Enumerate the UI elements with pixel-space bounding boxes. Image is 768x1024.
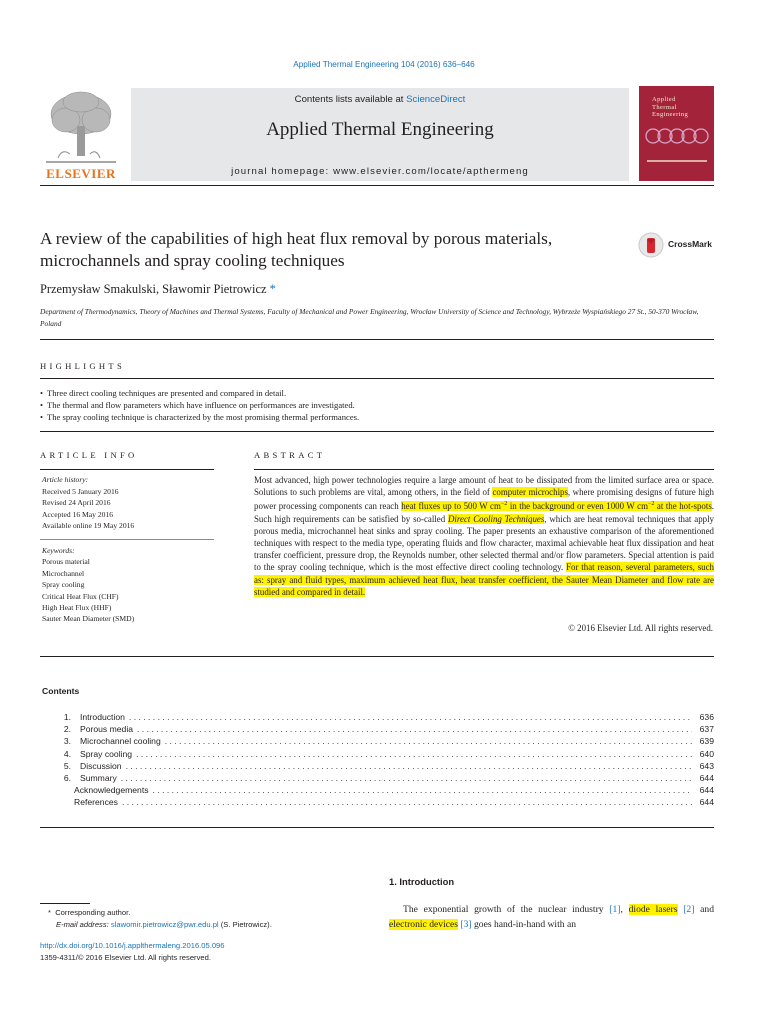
affiliation: Department of Thermodynamics, Theory of Machines and Thermal Systems, Faculty of Mechanical and Power Engineering, Wrocław University of Science and Technology, Wybrzeże Wyspiańskiego 27 St., 50-370 Wrocław, Poland: [40, 307, 699, 328]
highlights-list: [40, 387, 714, 424]
article-info-heading: ARTICLE INFO: [40, 450, 138, 460]
title-rule: [40, 339, 714, 340]
keyword-item: Sauter Mean Diameter (SMD): [42, 614, 135, 624]
reference-link[interactable]: [2]: [683, 904, 695, 915]
toc-row[interactable]: 1. Introduction . . . 636: [40, 711, 714, 723]
history-item: Revised 24 April 2016: [42, 498, 111, 508]
reference-link[interactable]: [1]: [609, 904, 621, 915]
table-of-contents: [40, 711, 714, 809]
highlights-bottom-rule: [40, 431, 714, 432]
keywords-label: Keywords:: [42, 546, 75, 555]
issn-line: 1359-4311/© 2016 Elsevier Ltd. All rights reserved.: [40, 953, 211, 962]
abstract-copyright: © 2016 Elsevier Ltd. All rights reserved.: [568, 623, 713, 633]
crossmark-label[interactable]: CrossMark: [668, 239, 712, 249]
keyword-item: Porous material: [42, 557, 90, 567]
toc-row[interactable]: 3. Microchannel cooling . . . 639: [40, 735, 714, 747]
history-label: Article history:: [42, 475, 89, 484]
user-highlight[interactable]: diode lasers: [628, 904, 678, 915]
keyword-item: Critical Heat Flux (CHF): [42, 591, 119, 601]
crossmark-icon: [638, 232, 664, 258]
journal-citation[interactable]: Applied Thermal Engineering 104 (2016) 636–646: [293, 60, 475, 69]
email-link[interactable]: slawomir.pietrowicz@pwr.edu.pl: [110, 920, 219, 929]
abstract-text[interactable]: Most advanced, high power technologies require a large amount of heat to be dissipated from the limited surface area or space. Solutions to such problems are vital, among others, in the field of computer microchips, where promising designs of future high power processing components can reach heat fluxes up to 500 W $cm^{-2}$ in the background or even 1000 W $cm^{-2}$ at the hot-spots. Such high requirements can be satisfied by so-called Direct Cooling Techniques, which are heat removal techniques that apply porous media, microchannel heat sinks and spray cooling. The paper presents an exhaustive comparison of the aforementioned techniques with respect to the media type, operating fluids and flow character, maximal achievable heat flux dissipation and heat transfer coefficient, pressure drop, the Reynolds number, other selected thermal and/or flow parameters. Special attention is paid to the spray cooling technique, which is the most effective direct cooling technology. For that reason, several parameters, such as: spray and fluid types, maximum achieved heat flux, heat transfer coefficient, the Sauter Mean Diameter and flow rate are studied and compared in detail.: [254, 475, 714, 597]
section-heading: 1. Introduction: [389, 876, 455, 887]
doi-link[interactable]: http://dx.doi.org/10.1016/j.applthermaleng.2016.05.096: [40, 941, 225, 950]
user-highlight[interactable]: electronic devices: [389, 919, 458, 930]
user-highlight[interactable]: For that reason, several parameters, such as: spray and fluid types, maximum achieved heat flux, heat transfer coefficient, the Sauter Mean Diameter and flow rate are studied and compared in detail.: [254, 562, 714, 597]
cover-divider: [647, 160, 707, 162]
header-rule: [40, 185, 714, 186]
footnote-rule: [40, 903, 90, 904]
highlights-rule: [40, 378, 714, 379]
contents-heading: Contents: [42, 686, 80, 696]
toc-row[interactable]: 2. Porous media . . . 637: [40, 723, 714, 735]
footnote: [40, 907, 370, 931]
toc-row[interactable]: 6. Summary . . . 644: [40, 772, 714, 784]
keyword-item: Spray cooling: [42, 580, 85, 590]
history-item: Received 5 January 2016: [42, 486, 119, 496]
article-history: [42, 474, 214, 532]
sciencedirect-link[interactable]: ScienceDirect: [406, 94, 466, 105]
authors: Przemysław Smakulski, Sławomir Pietrowicz *: [40, 282, 276, 296]
toc-row[interactable]: 4. Spray cooling . . . 640: [40, 748, 714, 760]
journal-homepage[interactable]: journal homepage: www.elsevier.com/locate/apthermeng: [231, 166, 529, 177]
toc-row[interactable]: 5. Discussion . . . 643: [40, 760, 714, 772]
history-item: Accepted 16 May 2016: [42, 509, 114, 519]
article-info-rule: [40, 469, 214, 470]
contents-bottom-rule: [40, 827, 714, 828]
keyword-item: High Heat Flux (HHF): [42, 603, 112, 613]
corresponding-author-mark[interactable]: *: [269, 282, 276, 296]
user-highlight[interactable]: computer microchips: [492, 487, 568, 498]
cover-pattern: [643, 124, 709, 148]
abstract-rule: [254, 469, 714, 470]
user-highlight[interactable]: heat fluxes up to 500 W $cm^{-2}$ in the background or even 1000 W $cm^{-2}$ at the hot-spots: [401, 501, 712, 512]
cover-title: Applied Thermal Engineering: [652, 96, 689, 118]
highlight-item: • The thermal and flow parameters which have influence on performances are investigated.: [40, 399, 714, 411]
highlight-item: • Three direct cooling techniques are presented and compared in detail.: [40, 387, 714, 399]
toc-row[interactable]: References . . . 644: [40, 796, 714, 808]
user-highlight[interactable]: Direct Cooling Techniques: [448, 513, 545, 524]
keywords-rule: [40, 539, 214, 540]
elsevier-wordmark: ELSEVIER: [46, 166, 116, 181]
abstract-heading: ABSTRACT: [254, 450, 326, 460]
corresponding-author-note: * Corresponding author.: [48, 908, 131, 917]
article-title: A review of the capabilities of high heat flux removal by porous materials, microchannels and spray cooling techniques: [40, 229, 553, 270]
tree-icon: [40, 88, 122, 166]
reference-link[interactable]: [3]: [460, 919, 472, 930]
journal-cover-image: [639, 86, 714, 181]
highlights-heading: HIGHLIGHTS: [40, 361, 126, 371]
contents-available-line: Contents lists available at ScienceDirect: [294, 94, 466, 105]
keywords: [42, 545, 214, 625]
keyword-item: Microchannel: [42, 568, 85, 578]
journal-title: Applied Thermal Engineering: [266, 119, 494, 140]
highlight-item: • The spray cooling technique is characterized by the most promising thermal performances.: [40, 411, 714, 423]
email-note: E-mail address: slawomir.pietrowicz@pwr.edu.pl (S. Pietrowicz).: [56, 920, 272, 929]
intro-paragraph[interactable]: The exponential growth of the nuclear industry [1], diode lasers [2] and electronic devices [3] goes hand-in-hand with an: [389, 904, 714, 930]
toc-row[interactable]: Acknowledgements . . . 644: [40, 784, 714, 796]
abstract-bottom-rule: [40, 656, 714, 657]
history-item: Available online 19 May 2016: [42, 521, 135, 531]
